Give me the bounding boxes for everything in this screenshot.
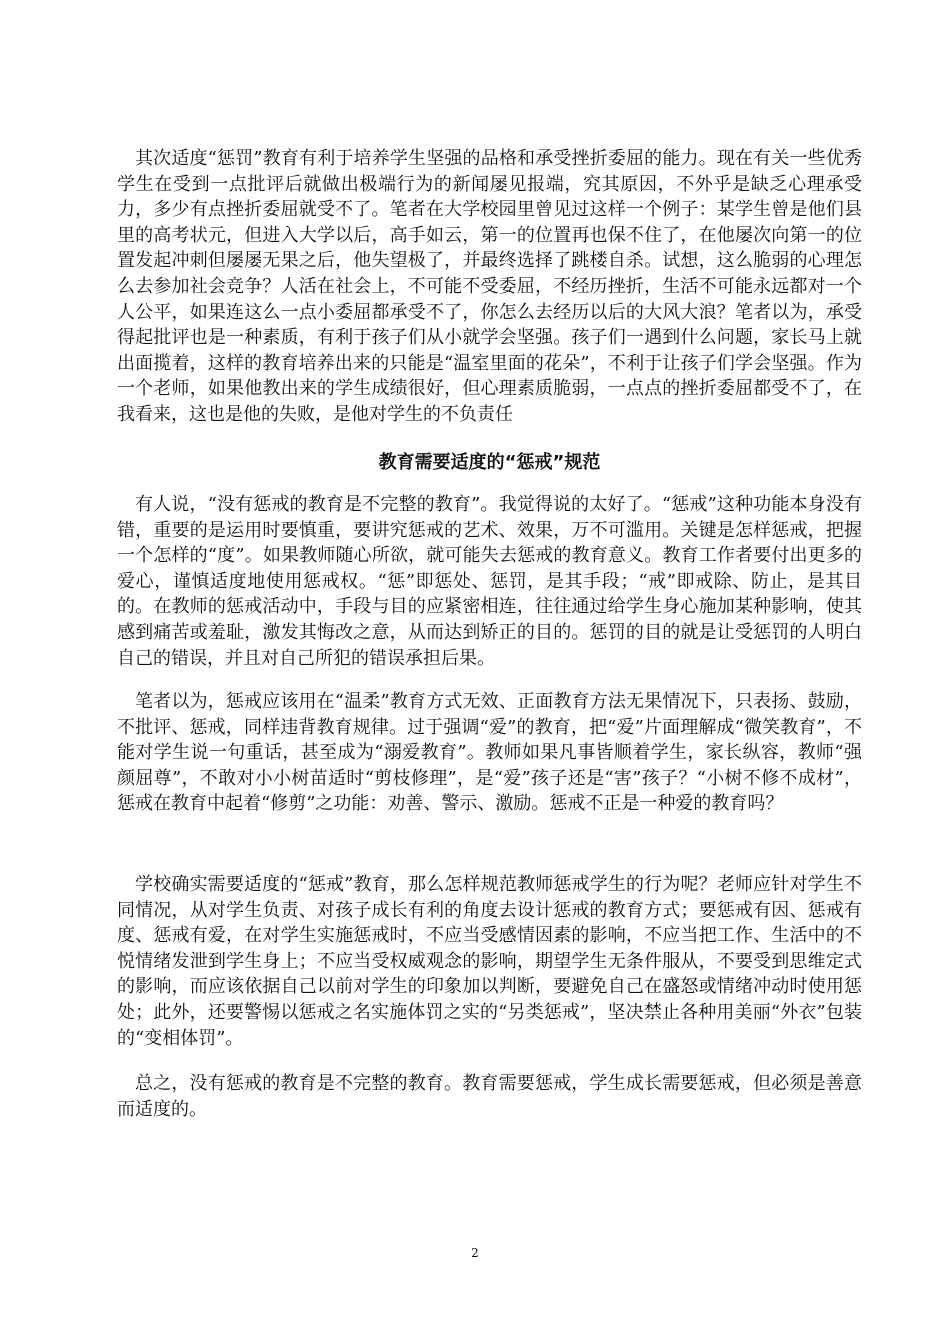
body-paragraph: 其次适度“惩罚”教育有利于培养学生坚强的品格和承受挫折委屈的能力。现在有关一些优秀学生在受到一点批评后就做出极端行为的新闻屡见报端，究其原因，不外乎是缺乏心理承受力，多少有点挫折委屈就受不了。笔者在大学校园里曾见过这样一个例子：某学生曾是他们县里的高考状元，但进入大学以后，高手如云，第一的位置再也保不住了，在他屡次向第一的位置发起冲刺但屡屡无果之后，他失望极了，并最终选择了跳楼自杀。试想，这么脆弱的心理怎么去参加社会竞争？人活在社会上，不可能不受委屈，不经历挫折，生活不可能永远都对一个人公平，如果连这么一点小委屈都承受不了，你怎么去经历以后的大风大浪？笔者以为，承受得起批评也是一种素质，有利于孩子们从小就学会坚强。孩子们一遇到什么问题，家长马上就出面揽着，这样的教育培养出来的只能是“温室里面的花朵”，不利于让孩子们学会坚强。作为一个老师，如果他教出来的学生成绩很好，但心理素质脆弱，一点点的挫折委屈都受不了，在我看来，这也是他的失败，是他对学生的不负责任 — [117, 148, 862, 425]
body-paragraph: 笔者以为，惩戒应该用在“温柔”教育方式无效、正面教育方法无果情况下，只表扬、鼓励，不批评、惩戒，同样违背教育规律。过于强调“爱”的教育，把“爱”片面理解成“微笑教育”，不能对学生说一句重话，甚至成为“溺爱教育”。教师如果凡事皆顺着学生，家长纵容，教师“强颜屈尊”，不敢对小小树苗适时“剪枝修理”，是“爱”孩子还是“害”孩子？“小树不修不成材”，惩戒在教育中起着“修剪”之功能：劝善、警示、激励。惩戒不正是一种爱的教育吗？ — [117, 691, 862, 815]
section-heading: 教育需要适度的“惩戒”规范 — [378, 452, 601, 473]
page-number: 2 — [471, 1246, 479, 1260]
body-paragraph: 总之，没有惩戒的教育是不完整的教育。教育需要惩戒，学生成长需要惩戒，但必须是善意而适度的。 — [117, 1073, 862, 1120]
body-paragraph: 学校确实需要适度的“惩戒”教育，那么怎样规范教师惩戒学生的行为呢？老师应针对学生不同情况，从对学生负责、对孩子成长有利的角度去设计惩戒的教育方式；要惩戒有因、惩戒有度、惩戒有爱，在对学生实施惩戒时，不应当受感情因素的影响，不应当把工作、生活中的不悦情绪发泄到学生身上；不应当受权威观念的影响，期望学生无条件服从，不要受到思维定式的影响，而应该依据自己以前对学生的印象加以判断，要避免自己在盛怒或情绪冲动时使用惩处；此外，还要警惕以惩戒之名实施体罚之实的“另类惩戒”，坚决禁止各种用美丽“外衣”包装的“变相体罚”。 — [117, 874, 862, 1049]
body-paragraph: 有人说，“没有惩戒的教育是不完整的教育”。我觉得说的太好了。“惩戒”这种功能本身没有错，重要的是运用时要慎重，要讲究惩戒的艺术、效果，万不可滥用。关键是怎样惩戒，把握一个怎样的“度”。如果教师随心所欲，就可能失去惩戒的教育意义。教育工作者要付出更多的爱心，谨慎适度地使用惩戒权。“惩”即惩处、惩罚，是其手段；“戒”即戒除、防止，是其目的。在教师的惩戒活动中，手段与目的应紧密相连，往往通过给学生身心施加某种影响，使其感到痛苦或羞耻，激发其悔改之意，从而达到矫正的目的。惩罚的目的就是让受惩罚的人明白自己的错误，并且对自己所犯的错误承担后果。 — [117, 494, 862, 669]
